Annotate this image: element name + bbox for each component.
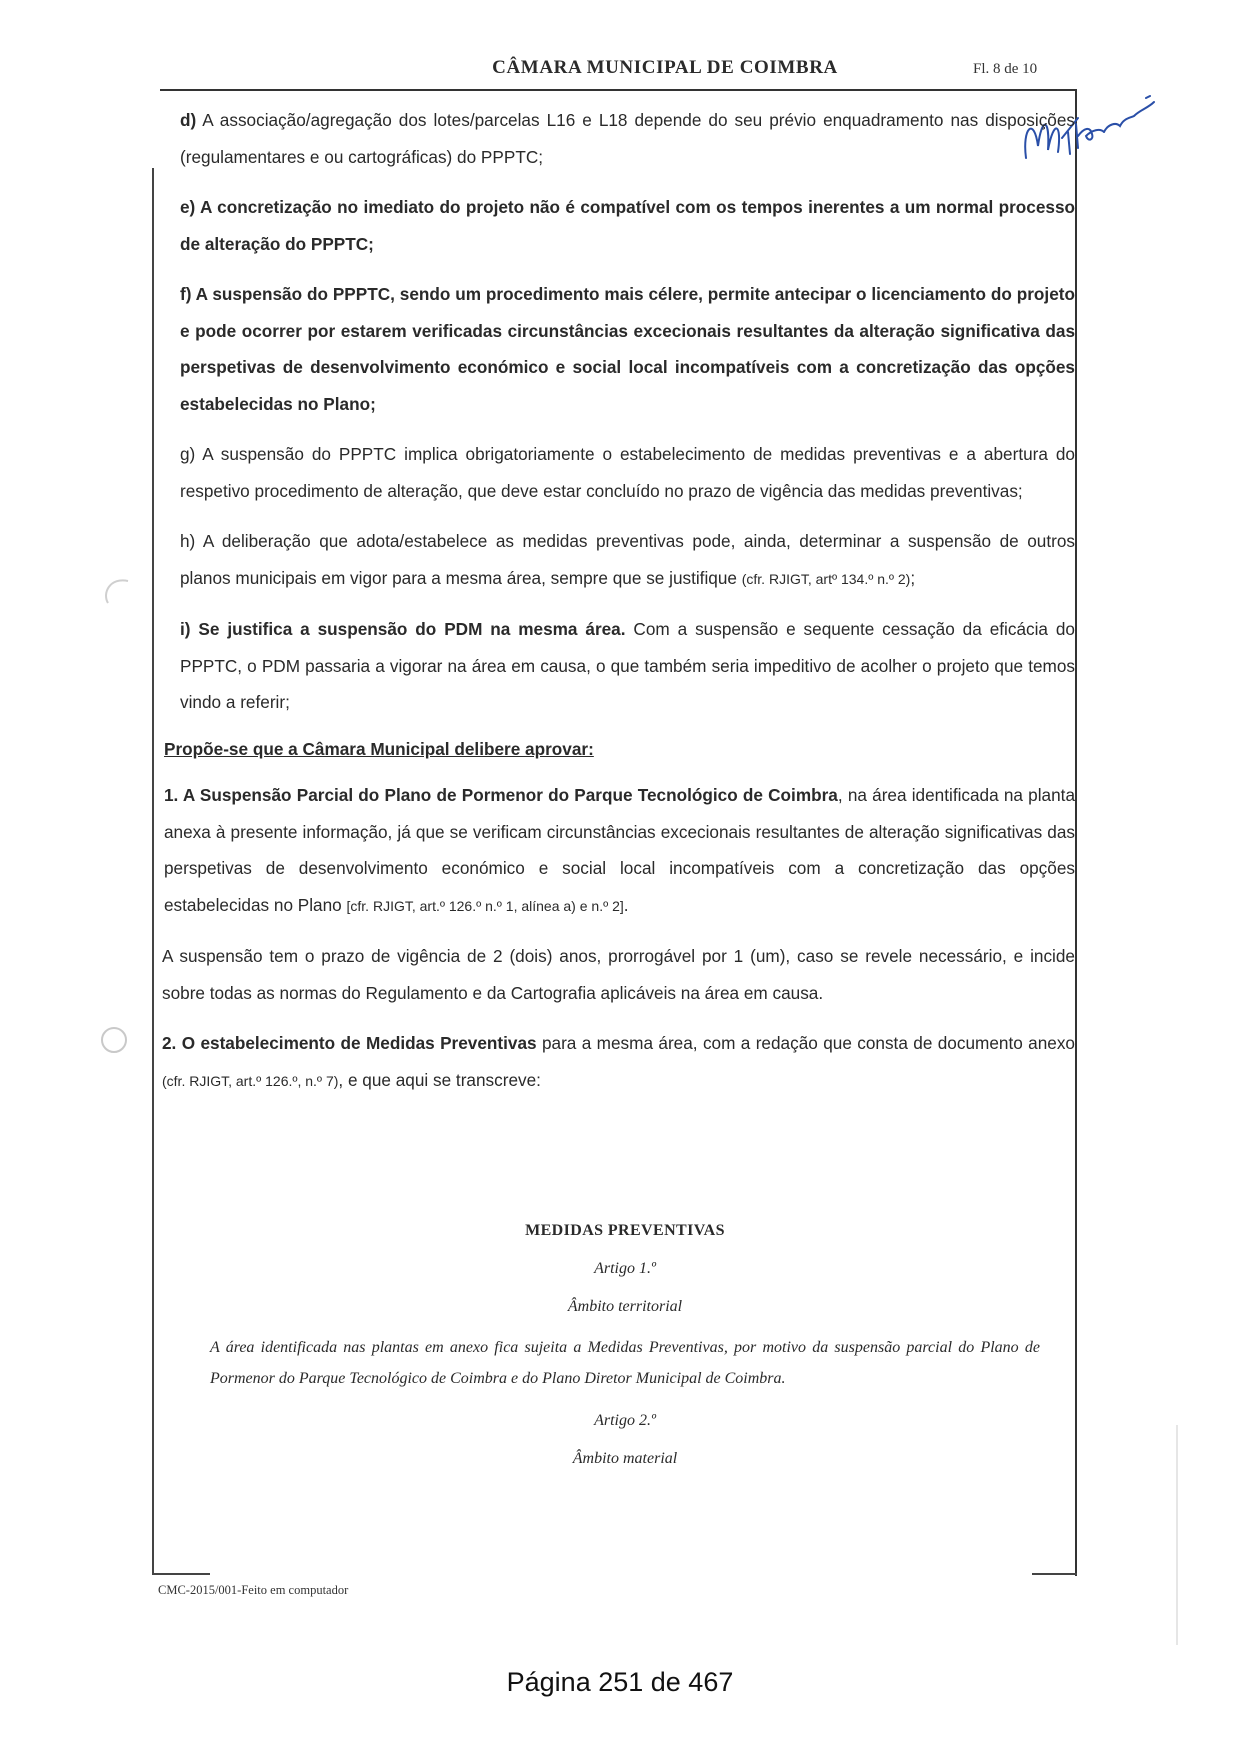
article-2-title: Âmbito material [572, 1450, 678, 1467]
article-1-text: A área identificada nas plantas em anexo fica sujeita a Medidas Preventivas, por motivo da suspensão parcial do Plano de Pormenor do Parque Tecnológico de Coimbra e do Plano Diretor Municipal de Coimbra. [210, 1339, 1040, 1387]
page-frame-bottom-right-rule [1032, 1573, 1077, 1575]
proposal-item-2-bold: 2. O estabelecimento de Medidas Preventivas [162, 1033, 537, 1053]
form-code: CMC-2015/001-Feito em computador [158, 1583, 349, 1597]
legal-reference: (cfr. RJIGT, art.º 126.º, n.º 7) [162, 1072, 339, 1089]
punch-hole-mark [96, 1022, 132, 1058]
paragraph-d [180, 102, 1075, 175]
paragraph-f-text: f) A suspensão do PPPTC, sendo um procedimento mais célere, permite antecipar o licenciamento do projeto e pode ocorrer por estarem verificadas circunstâncias excecionais resultantes da alteração significativa das perspetivas de desenvolvimento económico e social local incompatíveis com a concretização das opções estabelecidas no Plano; [180, 284, 1075, 414]
proposal-item-1-end: . [623, 894, 629, 915]
paragraph-g [180, 436, 1075, 509]
legal-reference: [cfr. RJIGT, art.º 126.º n.º 1, alínea a) e n.º 2] [346, 897, 624, 914]
proposal-heading [164, 731, 1075, 768]
preventive-measures-section [210, 1222, 1040, 1468]
proposal-item-2 [162, 1025, 1075, 1099]
article-2-heading: Artigo 2.º [594, 1412, 656, 1429]
document-body [162, 102, 1076, 1113]
punch-hole-mark [100, 575, 134, 609]
suspension-paragraph [162, 938, 1075, 1011]
paragraph-h [180, 523, 1075, 597]
sheet-number: Fl. 8 de 10 [973, 61, 1038, 77]
suspension-text: A suspensão tem o prazo de vigência de 2 (dois) anos, prorrogável por 1 (um), caso se revele necessário, e incide sobre todas as normas do Regulamento e da Cartografia aplicáveis na área em causa. [162, 946, 1075, 1003]
paragraph-g-text: g) A suspensão do PPPTC implica obrigatoriamente o estabelecimento de medidas preventivas e a abertura do respetivo procedimento de alteração, que deve estar concluído no prazo de vigência das medidas preventivas; [180, 444, 1075, 501]
proposal-item-2-text: para a mesma área, com a redação que consta de documento anexo [536, 1033, 1075, 1053]
article-1-title: Âmbito territorial [567, 1298, 683, 1315]
paragraph-h-text: h) A deliberação que adota/estabelece as medidas preventivas pode, ainda, determinar a suspensão de outros planos municipais em vigor para a mesma área, sempre que se justifique [180, 531, 1075, 588]
page-number: Página 251 de 467 [506, 1667, 734, 1697]
document-header-title: CÂMARA MUNICIPAL DE COIMBRA [492, 57, 838, 78]
paragraph-e-text: e) A concretização no imediato do projeto não é compatível com os tempos inerentes a um normal processo de alteração do PPPTC; [180, 197, 1075, 254]
proposal-item-1-text: , na área identificada na planta anexa à presente informação, já que se verificam circunstâncias excecionais resultantes de alteração significativas das perspetivas de desenvolvimento económico e social local incompatíveis com a concretização das opções estabelecidas no Plano [164, 785, 1076, 915]
paragraph-d-text: A associação/agregação dos lotes/parcelas L16 e L18 depende do seu prévio enquadramento nas disposições (regulamentares e ou cartográficas) do PPPTC; [180, 110, 1075, 167]
paragraph-i [180, 611, 1075, 721]
proposal-item-2-end: , e que aqui se transcreve: [338, 1069, 541, 1090]
page-frame-bottom-left-rule [152, 1573, 210, 1575]
proposal-heading-text: Propõe-se que a Câmara Municipal delibere aprovar: [164, 738, 594, 759]
proposal-item-1 [164, 777, 1075, 924]
scan-edge-line [1176, 1425, 1178, 1645]
proposal-item-1-bold: 1. A Suspensão Parcial do Plano de Pormenor do Parque Tecnológico de Coimbra [164, 785, 838, 805]
page-frame-left-rule [152, 168, 154, 1573]
measures-title: MEDIDAS PREVENTIVAS [525, 1222, 725, 1239]
paragraph-i-bold: i) Se justifica a suspensão do PDM na mesma área. [180, 619, 626, 639]
paragraph-h-end: ; [910, 567, 916, 588]
paragraph-e [180, 189, 1075, 262]
paragraph-f [180, 276, 1075, 422]
paragraph-d-marker: d) [180, 110, 197, 130]
paragraph-i-text: Com a suspensão e sequente cessação da eficácia do PPPTC, o PDM passaria a vigorar na área em causa, o que também seria impeditivo de acolher o projeto que temos vindo a referir; [180, 619, 1075, 712]
article-1-heading: Artigo 1.º [594, 1260, 656, 1277]
legal-reference: (cfr. RJIGT, artº 134.º n.º 2) [741, 570, 911, 587]
